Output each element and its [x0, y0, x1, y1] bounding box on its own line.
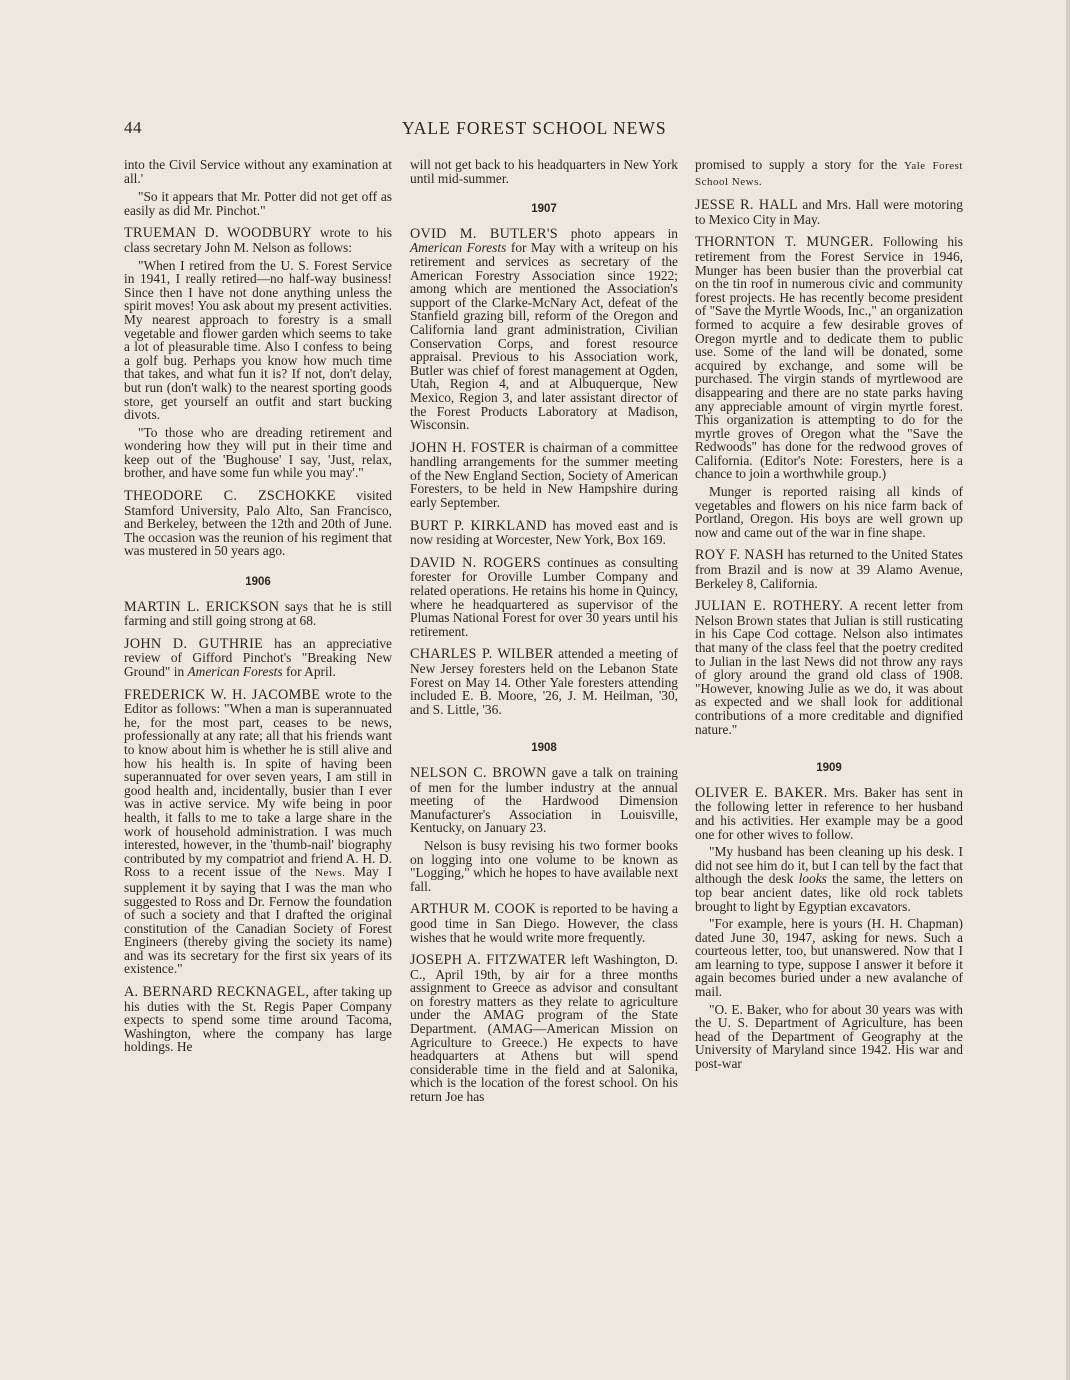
column-1	[124, 158, 392, 1063]
entry-guthrie	[124, 637, 392, 679]
entry-text: photo appears in	[570, 225, 678, 241]
entry-zschokke	[124, 489, 392, 558]
page-number: 44	[124, 118, 142, 137]
entry-text: gave a talk on training of men for the lumber industry at the annual meeting of the Hardwood Dimension Manufacturer's Association in Louisville, Kentucky, on January 23.	[410, 764, 678, 836]
quote-paragraph	[695, 917, 963, 999]
entry-rogers	[410, 556, 678, 639]
paragraph-text: Munger is reported raising all kinds of vegetables and flowers on his nice farm back of Portland, Oregon. His boys are well grown up now and came out of the war in fine shape.	[695, 484, 963, 540]
entry-text: Mrs. Baker has sent in the following letter in reference to her husband and his activities. Her example may be a good one for other wives to follow.	[695, 784, 964, 842]
entry-wilber	[410, 647, 678, 716]
entry-baker	[695, 786, 963, 841]
person-name: MARTIN L. ERICKSON	[124, 598, 280, 615]
entry-woodbury	[124, 226, 392, 254]
quote-text: "When I retired from the U. S. Forest Service in 1941, I really retired—no half-way business! Since then I have not done anything unless the spirit moves! You ask about my present activities. My nearest approach to forestry is a small vegetable and flower garden which seems to take a lot of pleasurable time. Also I confess to being a golf bug. Perhaps you know how much time that takes, and what fun it is? If not, don't delay, but run (don't walk) to the nearest sporting goods store, get yourself an outfit and start bucking divots.	[124, 257, 392, 423]
entry-text: and Mrs. Hall were motoring to Mexico City in May.	[695, 197, 963, 227]
column-2	[410, 158, 678, 1113]
quote-paragraph	[695, 1003, 963, 1071]
entry-text: is chairman of a committee handling arrangements for the summer meeting of the New England Section, Society of American Foresters, to be held in New Hampshire during early September.	[410, 439, 678, 511]
emphasis-italic: looks	[798, 871, 827, 887]
quote-paragraph	[695, 845, 963, 913]
entry-text: says that he is still farming and still going strong at 68.	[124, 598, 392, 629]
entry-text: attended a meeting of New Jersey foresters held on the Lebanon State Forest on May 14. Other Yale foresters attending included E. B. Moore, '26, J. M. Heilman, '30, and S. Little, '36.	[410, 646, 678, 717]
entry-munger	[695, 235, 963, 481]
paragraph-text: promised to supply a story for the	[695, 157, 898, 172]
person-name: JULIAN E. ROTHERY.	[695, 598, 844, 615]
entry-text: wrote to the Editor as follows: "When a man is superannuated he, for the most part, ceases to be news, professionally at any rate; all that his friends want to know about him is whether he is still alive and how his health is. In spite of having been superannuated for over seven years, I am still in good health and, incidentally, busier than I ever was in active service. My wife being in poor health, it falls to me to take a large share in the work of household administration. I was much interested, however, in the 'thumb-nail' biography contributed by my compatriot and friend A. H. D. Ross to a recent issue of the	[124, 686, 392, 880]
paragraph-text: will not get back to his headquarters in New York until mid-summer.	[410, 157, 678, 186]
entry-rothery	[695, 599, 963, 736]
entry-text: for May with a writeup on his retirement and services as secretary of the American Forestry Association since 1922; among which are mentioned the Association's support of the Clarke-McNary Act, defeat of the Stanfield grazing bill, reform of the Oregon and California land grant administration, Civilian Conservation Corps, and forest resource appraisal. Previous to his Association work, Butler was chief of forest management at Ogden, Utah, Region 4, and at Albuquerque, New Mexico, Region 3, and later assistant director of the Forest Products Laboratory at Madison, Wisconsin.	[410, 240, 678, 433]
entry-kirkland	[410, 519, 678, 547]
entry-fitzwater	[410, 953, 678, 1104]
entry-text: has returned to the United States from Brazil and is now at 39 Alamo Avenue, Berkeley 8, California.	[695, 547, 964, 591]
entry-text: after taking up his duties with the St. Regis Paper Company expects to spend some time around Tacoma, Washington, where the company has large holdings. He	[124, 984, 392, 1055]
paragraph	[124, 158, 392, 185]
publication-title-italic: American Forests	[187, 664, 283, 679]
person-name: THORNTON T. MUNGER.	[695, 234, 874, 251]
paragraph-text: "So it appears that Mr. Potter did not get off as easily as did Mr. Pinchot."	[124, 189, 392, 218]
publication-title-italic: American Forests	[410, 240, 507, 256]
quote-text: "My husband has been cleaning up his desk. I did not see him do it, but I can tell by the fact that although the desk	[695, 844, 963, 887]
publication-title: YALE FOREST SCHOOL NEWS	[402, 118, 667, 138]
entry-jacombe	[124, 688, 392, 976]
class-year-heading: 1907	[531, 203, 557, 216]
class-year-heading: 1909	[816, 762, 842, 775]
entry-text: is reported to be having a good time in San Diego. However, the class wishes that he would write more frequently.	[410, 901, 678, 945]
entry-brown	[410, 766, 678, 835]
entry-text: for April.	[285, 664, 336, 679]
entry-text: left Washington, D. C., April 19th, by air for a three months assignment to Greece as advisor and consultant on forestry matters as they relate to agriculture under the AMAG program of the State Department. (AMAG—American Mission on Agriculture to Greece.) He expects to have headquarters at Athens but will spend considerable time in the field and at Salonika, which is the location of the forest school. On his return Joe has	[410, 952, 678, 1105]
quote-text: "For example, here is yours (H. H. Chapman) dated June 30, 1947, asking for news. Such a courteous letter, too, but unanswered. Now that I am learning to type, suppose I answer it before it again becomes buried under a new avalanche of mail.	[695, 916, 963, 1000]
person-name: JESSE R. HALL	[695, 197, 798, 214]
entry-text: Following his retirement from the Forest Service in 1946, Munger has been busier than the proverbial cat on the tin roof in numerous civic and community forest projects. He has recently become president of "Save the Myrtle Woods, Inc.," an organization formed to acquire a few desirable groves of Oregon myrtle and to dedicate them to public use. Some of the land will be donated, some acquired by exchange, and some will be purchased. The virgin stands of myrtlewood are disappearing and there are no state parks having any appreciable amount of virgin myrtle forest. This organization is attempting to do for the myrtle groves of Oregon what the "Save the Redwoods" has done for the redwood groves of California. (Editor's Note: Foresters, here is a chance to join a worthwhile group.)	[695, 234, 963, 482]
entry-text: wrote to his class secretary John M. Nelson as follows:	[124, 225, 392, 255]
person-name: BURT P. KIRKLAND	[410, 517, 547, 534]
paragraph	[695, 485, 963, 539]
entry-butler	[410, 227, 678, 432]
entry-text: May I supplement it by saying that I was the man who suggested to Ross and Dr. Fernow the foundation of such a society and that I drafted the original constitution of the Canadian Society of Forest Engineers (thereby giving the society its name) and was its secretary for the first six years of its existence."	[124, 864, 392, 977]
quote-paragraph	[124, 259, 392, 422]
person-name: FREDERICK W. H. JACOMBE	[124, 686, 321, 703]
entry-text: A recent letter from Nelson Brown states that Julian is still rusticating in his Cape Cod cottage. Nelson also intimates that many of the class feel that the poetry credited to Julian in the last News did not throw any rays of glory around the grand old class of 1908. "However, knowing Julie as we do, it was about as expected and we shall look for additional contributions of a more creditable and dignified nature."	[695, 598, 963, 737]
person-name: NELSON C. BROWN	[410, 764, 547, 781]
entry-erickson	[124, 600, 392, 628]
person-name: JOHN D. GUTHRIE	[124, 635, 264, 652]
person-name: A. BERNARD RECKNAGEL,	[124, 984, 310, 1001]
entry-text: visited Stamford University, Palo Alto, San Francisco, and Berkeley, between the 12th and 20th of June. The occasion was the reunion of his regiment that was mustered in 50 years ago.	[124, 488, 392, 559]
small-caps-text: Yale Forest School News.	[695, 160, 963, 188]
person-name: CHARLES P. WILBER	[410, 646, 554, 663]
person-name: THEODORE C. ZSCHOKKE	[124, 488, 337, 505]
entry-text: has an appreciative review of Gifford Pinchot's "Breaking New Ground" in	[124, 635, 392, 679]
quote-text: "O. E. Baker, who for about 30 years was with the U. S. Department of Agriculture, has been head of the Department of Geography at the University of Maryland since 1942. His war and post-war	[695, 1001, 963, 1072]
quote-text: "To those who are dreading retirement and wondering how they will put in their time and keep out of the 'Bughouse' I say, 'Just, relax, brother, and have some fun while you may'."	[124, 424, 392, 481]
person-name: ARTHUR M. COOK	[410, 901, 537, 918]
person-name: ROY F. NASH	[695, 547, 785, 564]
entry-recknagel	[124, 985, 392, 1054]
page-edge	[1066, 0, 1070, 1380]
page-header	[124, 118, 964, 144]
small-caps-text: News.	[315, 867, 346, 880]
entry-nash	[695, 548, 963, 590]
person-name: JOHN H. FOSTER	[410, 439, 526, 456]
person-name: OLIVER E. BAKER.	[695, 784, 828, 801]
person-name: JOSEPH A. FITZWATER	[410, 952, 567, 969]
quote-text: the same, the letters on top bear ancient dates, like old rock tablets brought to light by Egyptian excavators.	[695, 871, 963, 914]
entry-hall	[695, 198, 963, 226]
class-year-heading: 1908	[531, 742, 557, 755]
paragraph	[124, 190, 392, 217]
entry-text: has moved east and is now residing at Worcester, New York, Box 169.	[410, 517, 678, 548]
entry-text: continues as consulting forester for Oroville Lumber Company and related operations. He retains his home in Quincy, where he headquartered as supervisor of the Plumas National Forest for over 30 years until his retirement.	[410, 554, 678, 639]
person-name: TRUEMAN D. WOODBURY	[124, 225, 313, 242]
column-3	[695, 158, 963, 1080]
quote-paragraph	[124, 426, 392, 480]
person-name: OVID M. BUTLER'S	[410, 225, 558, 242]
paragraph	[410, 158, 678, 185]
entry-foster	[410, 441, 678, 510]
paragraph	[695, 158, 963, 189]
entry-cook	[410, 902, 678, 944]
class-year-heading: 1906	[245, 576, 271, 589]
paragraph	[410, 839, 678, 893]
paragraph-text: Nelson is busy revising his two former books on logging into one volume to be known as "Logging," which he hopes to have available next fall.	[410, 837, 678, 894]
paragraph-text: into the Civil Service without any examination at all.'	[124, 157, 392, 186]
person-name: DAVID N. ROGERS	[410, 554, 542, 571]
